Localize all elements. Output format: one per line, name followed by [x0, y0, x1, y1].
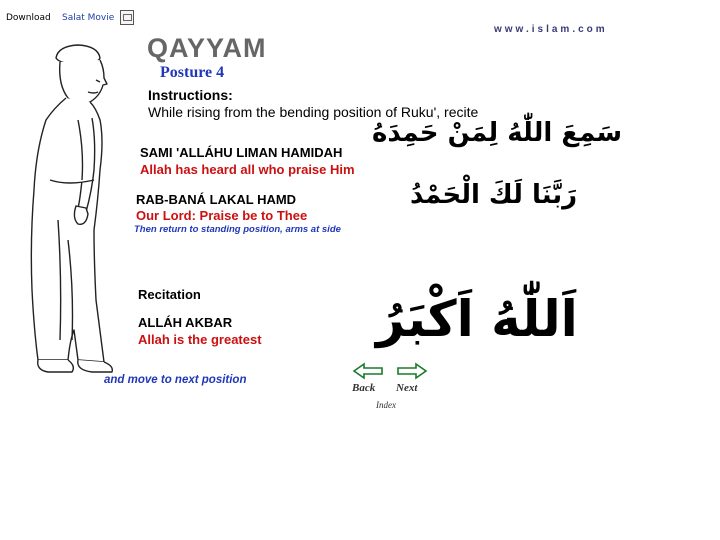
page-title: QAYYAM — [147, 33, 267, 63]
next-label: Next — [396, 382, 418, 394]
phrase-1-meaning: Allah has heard all who praise Him — [140, 162, 355, 177]
salat-movie-link[interactable]: Salat Movie — [62, 13, 115, 23]
phrase-2-meaning: Our Lord: Praise be to Thee — [136, 208, 308, 223]
phrase-1-arabic: سَمِعَ اللّٰهُ لِمَنْ حَمِدَهُ — [372, 118, 623, 148]
right-arrow-icon — [394, 362, 432, 384]
file-icon[interactable] — [120, 10, 134, 25]
instructions-text: While rising from the bending position of Ruku', recite — [148, 104, 479, 120]
back-label: Back — [352, 382, 376, 394]
recitation-transliteration: ALLÁH AKBAR — [138, 315, 233, 330]
posture-label: Posture 4 — [160, 64, 225, 81]
recitation-label: Recitation — [138, 287, 201, 302]
download-link[interactable]: Download — [6, 13, 51, 23]
left-arrow-icon — [350, 362, 388, 384]
back-button[interactable] — [350, 362, 388, 392]
instructions-label: Instructions: — [148, 87, 233, 103]
site-label: www.islam.com — [494, 24, 608, 35]
then-instruction: Then return to standing position, arms at side — [134, 224, 341, 235]
recitation-meaning: Allah is the greatest — [138, 332, 262, 347]
phrase-2-transliteration: RAB-BANÁ LAKAL HAMD — [136, 192, 297, 207]
phrase-1-transliteration: SAMI 'ALLÁHU LIMAN HAMIDAH — [140, 145, 343, 160]
recitation-arabic: اَللّٰهُ اَكْبَرُ — [376, 290, 578, 348]
move-instruction: and move to next position — [104, 374, 247, 386]
index-link[interactable]: Index — [376, 400, 396, 410]
next-button[interactable] — [394, 362, 432, 392]
standing-man-illustration — [8, 40, 138, 375]
phrase-2-arabic: رَبَّنَا لَكَ الْحَمْدُ — [410, 180, 578, 210]
